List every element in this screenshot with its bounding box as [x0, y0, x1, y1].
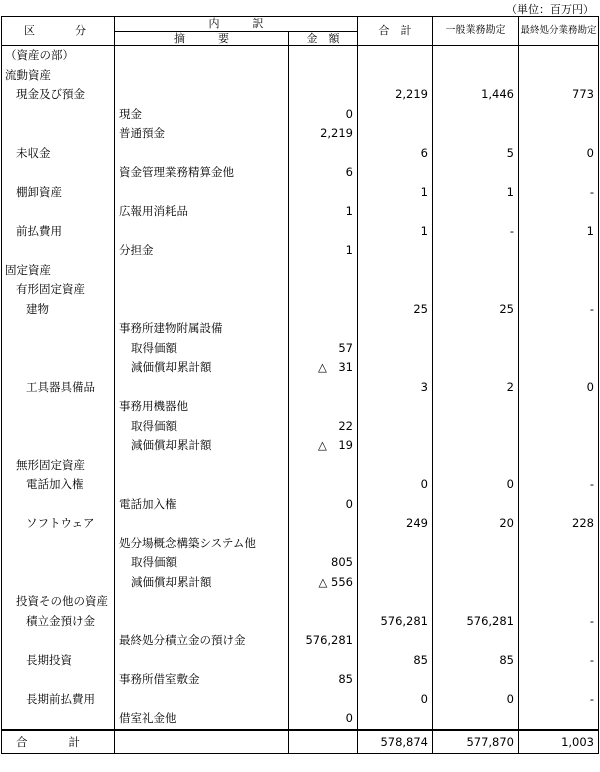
- amount-cell: 1: [289, 202, 358, 222]
- table-row: [2, 475, 599, 495]
- final-cell: 773: [519, 85, 599, 105]
- category-cell: 棚卸資産: [2, 183, 115, 203]
- item-cell: [115, 475, 289, 495]
- category-cell: 建物: [2, 300, 115, 320]
- category-cell: [2, 573, 115, 593]
- item-cell: 分担金: [115, 241, 289, 261]
- total-cell: [358, 631, 433, 651]
- table-row: [2, 280, 599, 300]
- item-cell: 取得価額: [115, 553, 289, 573]
- item-cell: [115, 183, 289, 203]
- total-cell: 576,281: [358, 612, 433, 632]
- header-amount: 金 額: [289, 31, 358, 46]
- table-row: [2, 222, 599, 242]
- total-cell: [358, 163, 433, 183]
- table-row: [2, 514, 599, 534]
- final-cell: [519, 105, 599, 125]
- item-cell: [115, 651, 289, 671]
- total-cell: [358, 709, 433, 730]
- category-cell: 長期前払費用: [2, 690, 115, 710]
- amount-cell: 576,281: [289, 631, 358, 651]
- amount-cell: [289, 66, 358, 86]
- category-cell: [2, 553, 115, 573]
- general-cell: -: [433, 222, 519, 242]
- amount-cell: 85: [289, 670, 358, 690]
- table-row: [2, 105, 599, 125]
- general-cell: 25: [433, 300, 519, 320]
- amount-cell: [289, 514, 358, 534]
- category-cell: [2, 417, 115, 437]
- final-cell: [519, 573, 599, 593]
- general-cell: [433, 66, 519, 86]
- header-breakdown: 内 訳: [115, 17, 358, 32]
- final-cell: [519, 319, 599, 339]
- table-row: [2, 592, 599, 612]
- total-cell: 1: [358, 183, 433, 203]
- final-cell: [519, 339, 599, 359]
- amount-cell: △ 556: [289, 573, 358, 593]
- item-cell: 電話加入権: [115, 495, 289, 515]
- general-cell: [433, 46, 519, 66]
- total-cell: 0: [358, 690, 433, 710]
- category-cell: 無形固定資産: [2, 456, 115, 476]
- general-cell: 85: [433, 651, 519, 671]
- item-cell: [115, 514, 289, 534]
- general-cell: 1: [433, 183, 519, 203]
- amount-cell: [289, 319, 358, 339]
- item-cell: [115, 46, 289, 66]
- header-item: 摘 要: [115, 31, 289, 46]
- table-row: [2, 612, 599, 632]
- general-cell: [433, 631, 519, 651]
- balance-sheet-table: [1, 16, 599, 754]
- item-cell: [115, 456, 289, 476]
- category-cell: 有形固定資産: [2, 280, 115, 300]
- table-row: [2, 66, 599, 86]
- final-cell: -: [519, 651, 599, 671]
- final-cell: [519, 397, 599, 417]
- category-cell: 長期投資: [2, 651, 115, 671]
- category-cell: 積立金預け金: [2, 612, 115, 632]
- amount-cell: △ 19: [289, 436, 358, 456]
- table-row: [2, 300, 599, 320]
- total-cell: [358, 553, 433, 573]
- final-cell: [519, 261, 599, 281]
- table-row: [2, 573, 599, 593]
- total-sum: 578,874: [358, 730, 433, 754]
- category-cell: [2, 319, 115, 339]
- total-cell: [358, 105, 433, 125]
- table-row: [2, 163, 599, 183]
- general-cell: [433, 553, 519, 573]
- total-label: 合 計: [2, 730, 115, 754]
- category-cell: 現金及び預金: [2, 85, 115, 105]
- category-cell: [2, 202, 115, 222]
- final-cell: -: [519, 475, 599, 495]
- total-cell: [358, 495, 433, 515]
- item-cell: 普通預金: [115, 124, 289, 144]
- amount-cell: 0: [289, 105, 358, 125]
- general-cell: [433, 534, 519, 554]
- general-cell: 20: [433, 514, 519, 534]
- general-cell: [433, 241, 519, 261]
- amount-cell: [289, 46, 358, 66]
- item-cell: 現金: [115, 105, 289, 125]
- category-cell: [2, 495, 115, 515]
- total-cell: [358, 436, 433, 456]
- unit-label: （単位：百万円）: [506, 3, 594, 16]
- general-cell: 576,281: [433, 612, 519, 632]
- total-cell: 3: [358, 378, 433, 398]
- total-cell: [358, 46, 433, 66]
- table-row: [2, 534, 599, 554]
- final-cell: [519, 202, 599, 222]
- item-cell: 処分場概念構築システム他: [115, 534, 289, 554]
- table-row: [2, 202, 599, 222]
- item-cell: 事務所建物附属設備: [115, 319, 289, 339]
- table-row: [2, 319, 599, 339]
- total-cell: [358, 261, 433, 281]
- total-general: 577,870: [433, 730, 519, 754]
- total-cell: [358, 534, 433, 554]
- total-cell: [358, 124, 433, 144]
- table-row: [2, 144, 599, 164]
- final-cell: [519, 280, 599, 300]
- total-cell: [358, 66, 433, 86]
- final-cell: [519, 592, 599, 612]
- item-cell: 最終処分積立金の預け金: [115, 631, 289, 651]
- general-cell: [433, 709, 519, 730]
- total-cell: [358, 202, 433, 222]
- total-cell: [358, 670, 433, 690]
- amount-cell: 805: [289, 553, 358, 573]
- category-cell: [2, 339, 115, 359]
- final-cell: -: [519, 612, 599, 632]
- table-row: [2, 183, 599, 203]
- table-row: [2, 241, 599, 261]
- table-row: [2, 709, 599, 730]
- table-body: [2, 46, 599, 730]
- table-row: [2, 378, 599, 398]
- item-cell: 減価償却累計額: [115, 358, 289, 378]
- amount-cell: [289, 612, 358, 632]
- general-cell: [433, 592, 519, 612]
- table-row: [2, 358, 599, 378]
- total-amount-cell: [289, 730, 358, 754]
- item-cell: [115, 280, 289, 300]
- amount-cell: 6: [289, 163, 358, 183]
- item-cell: [115, 85, 289, 105]
- item-cell: 取得価額: [115, 339, 289, 359]
- item-cell: [115, 261, 289, 281]
- amount-cell: [289, 378, 358, 398]
- category-cell: [2, 534, 115, 554]
- final-cell: [519, 456, 599, 476]
- amount-cell: [289, 690, 358, 710]
- final-cell: [519, 534, 599, 554]
- item-cell: [115, 66, 289, 86]
- category-cell: [2, 709, 115, 730]
- total-cell: [358, 456, 433, 476]
- amount-cell: 22: [289, 417, 358, 437]
- category-cell: 未収金: [2, 144, 115, 164]
- amount-cell: 1: [289, 241, 358, 261]
- total-cell: 2,219: [358, 85, 433, 105]
- general-cell: [433, 124, 519, 144]
- total-cell: [358, 397, 433, 417]
- table-row: [2, 651, 599, 671]
- general-cell: [433, 358, 519, 378]
- table-row: [2, 553, 599, 573]
- amount-cell: [289, 651, 358, 671]
- item-cell: [115, 690, 289, 710]
- final-cell: -: [519, 690, 599, 710]
- total-cell: [358, 319, 433, 339]
- general-cell: [433, 202, 519, 222]
- amount-cell: [289, 85, 358, 105]
- general-cell: [433, 163, 519, 183]
- header-total: 合 計: [358, 17, 433, 46]
- amount-cell: [289, 183, 358, 203]
- final-cell: -: [519, 300, 599, 320]
- item-cell: [115, 592, 289, 612]
- table-row: [2, 85, 599, 105]
- table-row: [2, 690, 599, 710]
- item-cell: 事務所借室敷金: [115, 670, 289, 690]
- category-cell: 投資その他の資産: [2, 592, 115, 612]
- table-row: [2, 46, 599, 66]
- header-final-disposal-account: 最終処分業務勘定: [519, 17, 599, 46]
- table-row: [2, 124, 599, 144]
- final-cell: [519, 163, 599, 183]
- item-cell: [115, 144, 289, 164]
- general-cell: [433, 670, 519, 690]
- amount-cell: 57: [289, 339, 358, 359]
- total-cell: [358, 280, 433, 300]
- final-cell: [519, 553, 599, 573]
- general-cell: 0: [433, 475, 519, 495]
- amount-cell: [289, 456, 358, 476]
- table-row: [2, 397, 599, 417]
- category-cell: [2, 105, 115, 125]
- total-cell: 1: [358, 222, 433, 242]
- category-cell: [2, 241, 115, 261]
- category-cell: （資産の部）: [2, 46, 115, 66]
- amount-cell: [289, 300, 358, 320]
- general-cell: [433, 417, 519, 437]
- table-row: [2, 456, 599, 476]
- category-cell: [2, 397, 115, 417]
- category-cell: [2, 670, 115, 690]
- general-cell: 5: [433, 144, 519, 164]
- header-general-account: 一般業務勘定: [433, 17, 519, 46]
- table-row: [2, 495, 599, 515]
- general-cell: [433, 261, 519, 281]
- final-cell: [519, 436, 599, 456]
- total-cell: 6: [358, 144, 433, 164]
- amount-cell: [289, 261, 358, 281]
- total-cell: 249: [358, 514, 433, 534]
- category-cell: 前払費用: [2, 222, 115, 242]
- total-cell: [358, 241, 433, 261]
- final-cell: [519, 66, 599, 86]
- category-cell: 電話加入権: [2, 475, 115, 495]
- general-cell: [433, 319, 519, 339]
- category-cell: [2, 436, 115, 456]
- total-cell: [358, 592, 433, 612]
- item-cell: 減価償却累計額: [115, 436, 289, 456]
- final-cell: [519, 241, 599, 261]
- total-final: 1,003: [519, 730, 599, 754]
- amount-cell: [289, 222, 358, 242]
- category-cell: [2, 358, 115, 378]
- amount-cell: [289, 534, 358, 554]
- total-cell: [358, 417, 433, 437]
- amount-cell: 0: [289, 709, 358, 730]
- table-row: [2, 436, 599, 456]
- item-cell: [115, 300, 289, 320]
- amount-cell: [289, 397, 358, 417]
- final-cell: [519, 709, 599, 730]
- total-cell: 85: [358, 651, 433, 671]
- total-cell: 0: [358, 475, 433, 495]
- final-cell: [519, 670, 599, 690]
- amount-cell: [289, 592, 358, 612]
- general-cell: [433, 573, 519, 593]
- item-cell: 広報用消耗品: [115, 202, 289, 222]
- item-cell: 取得価額: [115, 417, 289, 437]
- final-cell: 0: [519, 144, 599, 164]
- total-cell: [358, 573, 433, 593]
- general-cell: 1,446: [433, 85, 519, 105]
- item-cell: 資金管理業務精算金他: [115, 163, 289, 183]
- general-cell: [433, 397, 519, 417]
- general-cell: [433, 456, 519, 476]
- amount-cell: [289, 144, 358, 164]
- final-cell: [519, 46, 599, 66]
- final-cell: [519, 358, 599, 378]
- final-cell: [519, 631, 599, 651]
- final-cell: 1: [519, 222, 599, 242]
- item-cell: 借室礼金他: [115, 709, 289, 730]
- final-cell: [519, 495, 599, 515]
- amount-cell: [289, 280, 358, 300]
- category-cell: 工具器具備品: [2, 378, 115, 398]
- amount-cell: 0: [289, 495, 358, 515]
- total-row: [2, 730, 599, 754]
- amount-cell: 2,219: [289, 124, 358, 144]
- general-cell: 0: [433, 690, 519, 710]
- header-category: 区 分: [2, 17, 115, 46]
- item-cell: 事務用機器他: [115, 397, 289, 417]
- table-row: [2, 670, 599, 690]
- category-cell: [2, 631, 115, 651]
- general-cell: [433, 339, 519, 359]
- final-cell: 0: [519, 378, 599, 398]
- table-row: [2, 417, 599, 437]
- category-cell: [2, 163, 115, 183]
- item-cell: [115, 378, 289, 398]
- item-cell: 減価償却累計額: [115, 573, 289, 593]
- table-row: [2, 631, 599, 651]
- general-cell: [433, 436, 519, 456]
- category-cell: 流動資産: [2, 66, 115, 86]
- table-row: [2, 339, 599, 359]
- amount-cell: △ 31: [289, 358, 358, 378]
- category-cell: [2, 124, 115, 144]
- category-cell: 固定資産: [2, 261, 115, 281]
- item-cell: [115, 612, 289, 632]
- final-cell: [519, 417, 599, 437]
- category-cell: ソフトウェア: [2, 514, 115, 534]
- total-cell: [358, 358, 433, 378]
- amount-cell: [289, 475, 358, 495]
- total-item-cell: [115, 730, 289, 754]
- item-cell: [115, 222, 289, 242]
- total-cell: 25: [358, 300, 433, 320]
- final-cell: 228: [519, 514, 599, 534]
- total-cell: [358, 339, 433, 359]
- general-cell: [433, 495, 519, 515]
- general-cell: 2: [433, 378, 519, 398]
- table-row: [2, 261, 599, 281]
- final-cell: -: [519, 183, 599, 203]
- general-cell: [433, 105, 519, 125]
- final-cell: [519, 124, 599, 144]
- general-cell: [433, 280, 519, 300]
